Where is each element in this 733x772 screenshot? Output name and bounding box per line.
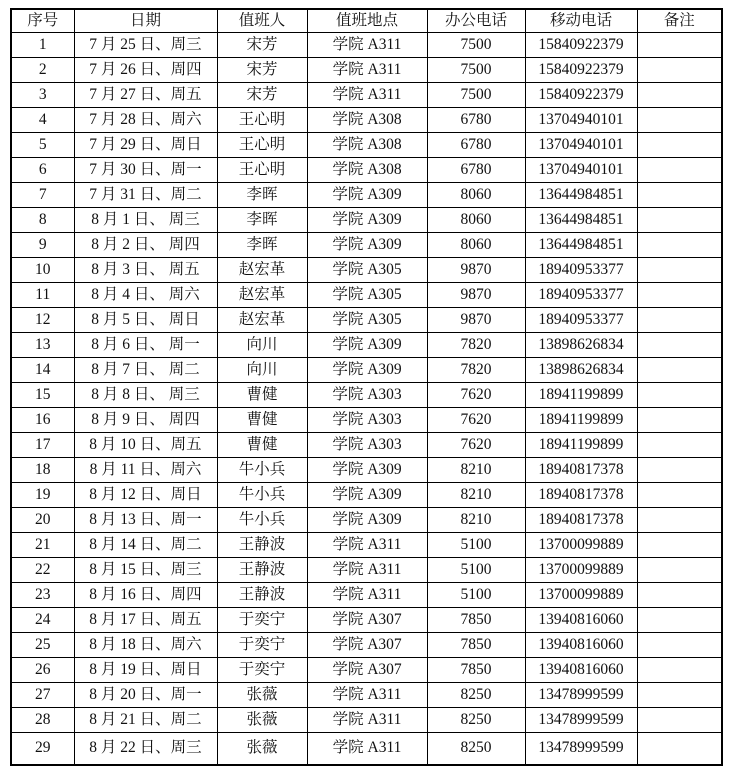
table-cell: 3 bbox=[11, 82, 74, 107]
table-cell: 7820 bbox=[427, 332, 525, 357]
table-cell bbox=[637, 507, 722, 532]
table-cell: 21 bbox=[11, 532, 74, 557]
table-cell bbox=[637, 582, 722, 607]
table-cell: 学院 A311 bbox=[307, 732, 427, 765]
table-cell: 8 月 13 日、周一 bbox=[74, 507, 217, 532]
table-cell: 6780 bbox=[427, 157, 525, 182]
table-row bbox=[11, 307, 722, 332]
table-cell bbox=[637, 732, 722, 765]
table-cell: 13898626834 bbox=[525, 332, 637, 357]
table-cell: 学院 A311 bbox=[307, 82, 427, 107]
table-cell: 8 月 9 日、 周四 bbox=[74, 407, 217, 432]
table-cell: 于奕宁 bbox=[217, 632, 307, 657]
table-cell: 学院 A307 bbox=[307, 657, 427, 682]
table-cell bbox=[637, 532, 722, 557]
table-cell: 15840922379 bbox=[525, 57, 637, 82]
table-cell: 学院 A309 bbox=[307, 507, 427, 532]
table-cell: 学院 A311 bbox=[307, 582, 427, 607]
table-cell: 7 月 27 日、周五 bbox=[74, 82, 217, 107]
table-cell: 宋芳 bbox=[217, 57, 307, 82]
table-cell: 8 月 17 日、周五 bbox=[74, 607, 217, 632]
table-cell: 7620 bbox=[427, 407, 525, 432]
table-cell: 13704940101 bbox=[525, 132, 637, 157]
table-cell: 15 bbox=[11, 382, 74, 407]
table-cell bbox=[637, 282, 722, 307]
table-cell: 13478999599 bbox=[525, 682, 637, 707]
table-cell bbox=[637, 107, 722, 132]
table-cell: 牛小兵 bbox=[217, 482, 307, 507]
table-cell: 8250 bbox=[427, 682, 525, 707]
table-cell: 7500 bbox=[427, 32, 525, 57]
table-cell: 赵宏革 bbox=[217, 257, 307, 282]
table-cell: 8210 bbox=[427, 482, 525, 507]
table-cell: 1 bbox=[11, 32, 74, 57]
table-cell: 13478999599 bbox=[525, 707, 637, 732]
table-row bbox=[11, 532, 722, 557]
table-cell: 学院 A309 bbox=[307, 457, 427, 482]
table-cell: 牛小兵 bbox=[217, 507, 307, 532]
table-cell: 学院 A309 bbox=[307, 207, 427, 232]
table-cell: 张薇 bbox=[217, 707, 307, 732]
table-cell: 13700099889 bbox=[525, 532, 637, 557]
table-cell: 7850 bbox=[427, 607, 525, 632]
table-cell: 向川 bbox=[217, 357, 307, 382]
table-cell: 15840922379 bbox=[525, 32, 637, 57]
table-cell: 王静波 bbox=[217, 557, 307, 582]
table-cell: 14 bbox=[11, 357, 74, 382]
table-cell bbox=[637, 432, 722, 457]
table-cell: 13644984851 bbox=[525, 207, 637, 232]
table-cell: 8 月 5 日、 周日 bbox=[74, 307, 217, 332]
table-cell: 8 月 3 日、 周五 bbox=[74, 257, 217, 282]
table-cell: 张薇 bbox=[217, 732, 307, 765]
table-cell: 7850 bbox=[427, 657, 525, 682]
table-cell: 8 月 7 日、 周二 bbox=[74, 357, 217, 382]
table-cell: 17 bbox=[11, 432, 74, 457]
table-cell: 曹健 bbox=[217, 432, 307, 457]
table-cell: 7 月 29 日、周日 bbox=[74, 132, 217, 157]
table-cell: 5100 bbox=[427, 582, 525, 607]
table-row bbox=[11, 682, 722, 707]
table-cell: 8060 bbox=[427, 232, 525, 257]
table-cell: 13644984851 bbox=[525, 182, 637, 207]
table-cell: 学院 A307 bbox=[307, 632, 427, 657]
table-cell bbox=[637, 57, 722, 82]
table-row bbox=[11, 432, 722, 457]
table-cell bbox=[637, 357, 722, 382]
column-header-3: 值班人 bbox=[217, 9, 307, 32]
table-row bbox=[11, 657, 722, 682]
table-cell bbox=[637, 257, 722, 282]
table-cell bbox=[637, 182, 722, 207]
table-body bbox=[11, 32, 722, 765]
table-cell: 7500 bbox=[427, 82, 525, 107]
table-cell: 7 月 30 日、周一 bbox=[74, 157, 217, 182]
table-cell: 8 月 10 日、周五 bbox=[74, 432, 217, 457]
table-cell: 13940816060 bbox=[525, 607, 637, 632]
table-cell: 8210 bbox=[427, 457, 525, 482]
table-row bbox=[11, 607, 722, 632]
table-cell: 曹健 bbox=[217, 407, 307, 432]
table-cell: 5 bbox=[11, 132, 74, 157]
table-cell: 25 bbox=[11, 632, 74, 657]
table-cell: 学院 A309 bbox=[307, 482, 427, 507]
table-row bbox=[11, 57, 722, 82]
table-cell: 18940953377 bbox=[525, 282, 637, 307]
table-cell bbox=[637, 207, 722, 232]
table-cell: 9870 bbox=[427, 282, 525, 307]
table-cell: 学院 A305 bbox=[307, 307, 427, 332]
table-cell: 7 月 26 日、周四 bbox=[74, 57, 217, 82]
table-cell: 学院 A309 bbox=[307, 332, 427, 357]
table-cell: 22 bbox=[11, 557, 74, 582]
table-cell bbox=[637, 407, 722, 432]
table-cell: 学院 A303 bbox=[307, 407, 427, 432]
table-cell: 于奕宁 bbox=[217, 607, 307, 632]
table-cell: 26 bbox=[11, 657, 74, 682]
table-cell: 8250 bbox=[427, 732, 525, 765]
table-cell: 18940953377 bbox=[525, 307, 637, 332]
table-row bbox=[11, 482, 722, 507]
table-cell: 学院 A311 bbox=[307, 682, 427, 707]
table-cell: 8 月 4 日、 周六 bbox=[74, 282, 217, 307]
table-cell: 赵宏革 bbox=[217, 307, 307, 332]
table-cell: 8 月 2 日、 周四 bbox=[74, 232, 217, 257]
table-cell: 13478999599 bbox=[525, 732, 637, 765]
table-cell: 19 bbox=[11, 482, 74, 507]
table-cell bbox=[637, 557, 722, 582]
table-cell: 5100 bbox=[427, 557, 525, 582]
table-cell: 8 月 16 日、周四 bbox=[74, 582, 217, 607]
duty-schedule-table bbox=[10, 8, 723, 766]
table-cell: 9 bbox=[11, 232, 74, 257]
column-header-4: 值班地点 bbox=[307, 9, 427, 32]
table-cell bbox=[637, 607, 722, 632]
table-cell: 9870 bbox=[427, 307, 525, 332]
column-header-2: 日期 bbox=[74, 9, 217, 32]
table-cell: 王心明 bbox=[217, 107, 307, 132]
column-header-6: 移动电话 bbox=[525, 9, 637, 32]
table-cell: 11 bbox=[11, 282, 74, 307]
table-cell: 学院 A311 bbox=[307, 57, 427, 82]
table-cell: 23 bbox=[11, 582, 74, 607]
table-cell: 曹健 bbox=[217, 382, 307, 407]
table-cell: 7 bbox=[11, 182, 74, 207]
table-cell: 8 月 14 日、周二 bbox=[74, 532, 217, 557]
table-cell: 学院 A305 bbox=[307, 257, 427, 282]
table-cell: 13940816060 bbox=[525, 632, 637, 657]
table-cell bbox=[637, 82, 722, 107]
column-header-1: 序号 bbox=[11, 9, 74, 32]
table-cell: 7850 bbox=[427, 632, 525, 657]
column-header-5: 办公电话 bbox=[427, 9, 525, 32]
table-row bbox=[11, 207, 722, 232]
table-cell: 13898626834 bbox=[525, 357, 637, 382]
table-row bbox=[11, 82, 722, 107]
table-cell: 牛小兵 bbox=[217, 457, 307, 482]
table-cell: 18 bbox=[11, 457, 74, 482]
table-cell: 8 月 22 日、周三 bbox=[74, 732, 217, 765]
table-cell: 18941199899 bbox=[525, 407, 637, 432]
table-cell: 9870 bbox=[427, 257, 525, 282]
table-row bbox=[11, 407, 722, 432]
table-cell: 宋芳 bbox=[217, 32, 307, 57]
table-cell: 李晖 bbox=[217, 207, 307, 232]
table-cell: 学院 A308 bbox=[307, 107, 427, 132]
table-cell: 张薇 bbox=[217, 682, 307, 707]
header-row bbox=[11, 9, 722, 32]
table-cell: 8250 bbox=[427, 707, 525, 732]
table-cell: 于奕宁 bbox=[217, 657, 307, 682]
table-cell: 2 bbox=[11, 57, 74, 82]
table-cell bbox=[637, 232, 722, 257]
table-cell: 王静波 bbox=[217, 532, 307, 557]
table-row bbox=[11, 32, 722, 57]
table-row bbox=[11, 257, 722, 282]
table-cell: 学院 A307 bbox=[307, 607, 427, 632]
table-cell bbox=[637, 482, 722, 507]
table-cell: 18941199899 bbox=[525, 382, 637, 407]
table-cell: 7500 bbox=[427, 57, 525, 82]
table-cell: 6780 bbox=[427, 107, 525, 132]
table-row bbox=[11, 457, 722, 482]
table-cell: 6 bbox=[11, 157, 74, 182]
table-cell: 5100 bbox=[427, 532, 525, 557]
table-cell: 7 月 25 日、周三 bbox=[74, 32, 217, 57]
table-cell: 学院 A311 bbox=[307, 532, 427, 557]
table-cell: 赵宏革 bbox=[217, 282, 307, 307]
table-cell: 7 月 31 日、周二 bbox=[74, 182, 217, 207]
table-cell: 15840922379 bbox=[525, 82, 637, 107]
table-cell bbox=[637, 132, 722, 157]
table-cell: 8 bbox=[11, 207, 74, 232]
table-cell: 8 月 19 日、周日 bbox=[74, 657, 217, 682]
table-row bbox=[11, 232, 722, 257]
table-cell bbox=[637, 332, 722, 357]
table-cell: 王心明 bbox=[217, 132, 307, 157]
table-cell: 7620 bbox=[427, 432, 525, 457]
table-cell: 8 月 20 日、周一 bbox=[74, 682, 217, 707]
table-row bbox=[11, 157, 722, 182]
table-cell: 18941199899 bbox=[525, 432, 637, 457]
table-cell: 8 月 1 日、 周三 bbox=[74, 207, 217, 232]
table-cell: 7 月 28 日、周六 bbox=[74, 107, 217, 132]
table-cell: 24 bbox=[11, 607, 74, 632]
table-row bbox=[11, 382, 722, 407]
table-row bbox=[11, 732, 722, 765]
table-cell bbox=[637, 632, 722, 657]
table-cell: 8 月 12 日、周日 bbox=[74, 482, 217, 507]
table-row bbox=[11, 282, 722, 307]
table-cell: 8 月 18 日、周六 bbox=[74, 632, 217, 657]
table-cell bbox=[637, 657, 722, 682]
table-cell: 18940953377 bbox=[525, 257, 637, 282]
table-cell: 13644984851 bbox=[525, 232, 637, 257]
table-cell: 8 月 6 日、 周一 bbox=[74, 332, 217, 357]
table-row bbox=[11, 557, 722, 582]
table-cell bbox=[637, 382, 722, 407]
table-cell: 王心明 bbox=[217, 157, 307, 182]
table-row bbox=[11, 632, 722, 657]
table-cell: 8 月 15 日、周三 bbox=[74, 557, 217, 582]
table-row bbox=[11, 332, 722, 357]
table-row bbox=[11, 107, 722, 132]
table-cell: 13700099889 bbox=[525, 582, 637, 607]
table-cell: 8210 bbox=[427, 507, 525, 532]
table-cell bbox=[637, 157, 722, 182]
table-cell: 12 bbox=[11, 307, 74, 332]
table-cell: 8 月 11 日、周六 bbox=[74, 457, 217, 482]
table-cell: 宋芳 bbox=[217, 82, 307, 107]
table-cell bbox=[637, 307, 722, 332]
table-cell: 王静波 bbox=[217, 582, 307, 607]
column-header-7: 备注 bbox=[637, 9, 722, 32]
table-cell: 13 bbox=[11, 332, 74, 357]
table-row bbox=[11, 132, 722, 157]
table-cell: 学院 A311 bbox=[307, 557, 427, 582]
table-cell bbox=[637, 682, 722, 707]
table-cell: 10 bbox=[11, 257, 74, 282]
table-cell: 学院 A308 bbox=[307, 157, 427, 182]
table-cell: 学院 A308 bbox=[307, 132, 427, 157]
table-cell: 7620 bbox=[427, 382, 525, 407]
table-row bbox=[11, 507, 722, 532]
table-cell: 学院 A309 bbox=[307, 182, 427, 207]
table-cell: 18940817378 bbox=[525, 507, 637, 532]
table-cell: 13700099889 bbox=[525, 557, 637, 582]
table-cell: 8060 bbox=[427, 207, 525, 232]
table-cell bbox=[637, 32, 722, 57]
table-cell: 学院 A309 bbox=[307, 232, 427, 257]
table-cell: 4 bbox=[11, 107, 74, 132]
table-cell: 29 bbox=[11, 732, 74, 765]
table-cell: 学院 A309 bbox=[307, 357, 427, 382]
table-cell: 28 bbox=[11, 707, 74, 732]
table-cell: 13704940101 bbox=[525, 157, 637, 182]
table-cell: 13704940101 bbox=[525, 107, 637, 132]
table-cell bbox=[637, 457, 722, 482]
table-cell: 学院 A311 bbox=[307, 707, 427, 732]
table-cell: 27 bbox=[11, 682, 74, 707]
table-row bbox=[11, 357, 722, 382]
table-cell: 李晖 bbox=[217, 232, 307, 257]
table-cell: 学院 A311 bbox=[307, 32, 427, 57]
table-cell: 7820 bbox=[427, 357, 525, 382]
table-cell: 8060 bbox=[427, 182, 525, 207]
table-cell: 18940817378 bbox=[525, 457, 637, 482]
table-cell: 18940817378 bbox=[525, 482, 637, 507]
table-cell: 学院 A303 bbox=[307, 432, 427, 457]
table-row bbox=[11, 582, 722, 607]
table-cell: 8 月 8 日、 周三 bbox=[74, 382, 217, 407]
table-cell bbox=[637, 707, 722, 732]
table-cell: 16 bbox=[11, 407, 74, 432]
table-cell: 向川 bbox=[217, 332, 307, 357]
table-cell: 8 月 21 日、周二 bbox=[74, 707, 217, 732]
table-cell: 李晖 bbox=[217, 182, 307, 207]
table-cell: 6780 bbox=[427, 132, 525, 157]
table-cell: 13940816060 bbox=[525, 657, 637, 682]
table-row bbox=[11, 707, 722, 732]
table-row bbox=[11, 182, 722, 207]
table-cell: 学院 A303 bbox=[307, 382, 427, 407]
table-cell: 学院 A305 bbox=[307, 282, 427, 307]
table-cell: 20 bbox=[11, 507, 74, 532]
